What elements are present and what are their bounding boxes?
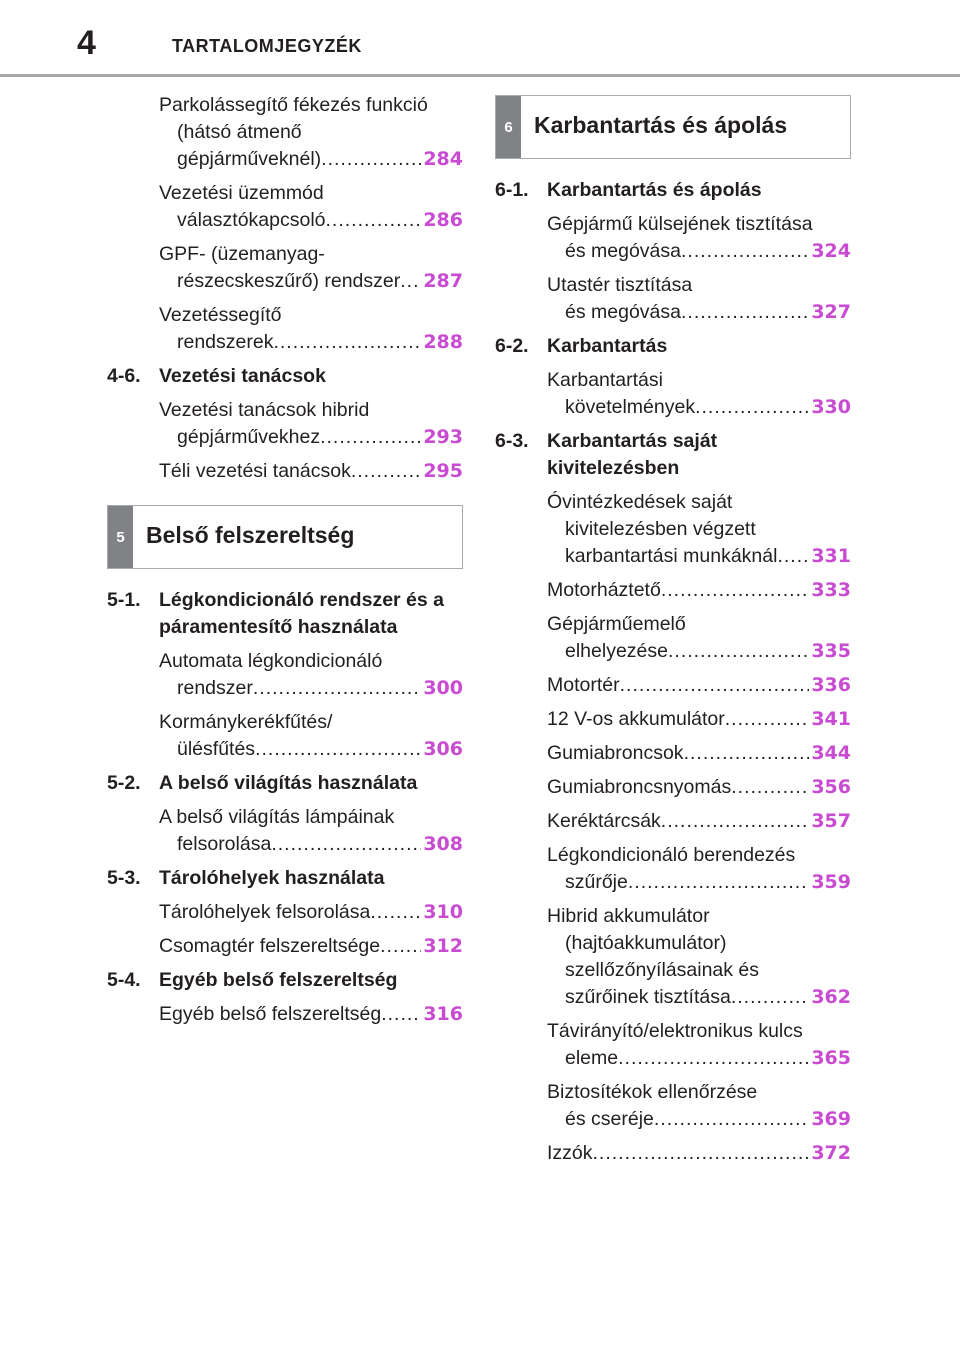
toc-entry-line: Óvintézkedések saját (547, 491, 733, 513)
dot-leader (400, 268, 421, 295)
page-reference-link[interactable]: 330 (811, 396, 851, 418)
toc-entry-title: ülésfűtés (177, 738, 256, 760)
dot-leader (326, 207, 422, 234)
toc-entry-title: szűrője (565, 871, 628, 893)
toc-entry-leader-line (159, 1001, 463, 1028)
toc-entry-leader-line (159, 899, 463, 926)
page-reference-link[interactable]: 310 (423, 901, 463, 923)
page-reference-link[interactable]: 359 (811, 871, 851, 893)
toc-entry-title: gépjárműveknél) (177, 148, 322, 170)
toc-group (107, 648, 463, 763)
dot-leader (321, 146, 421, 173)
toc-entry-leader-line (159, 424, 463, 451)
dot-leader (253, 675, 421, 702)
section-title: Karbantartás (547, 335, 668, 357)
toc-entry[interactable] (107, 648, 463, 702)
toc-entry[interactable] (495, 611, 851, 665)
toc-entry-leader-line (547, 577, 851, 604)
toc-entry[interactable] (107, 933, 463, 960)
page-reference-link[interactable]: 336 (811, 674, 851, 696)
section-heading[interactable] (107, 865, 463, 892)
page-reference-link[interactable]: 327 (811, 301, 851, 323)
toc-entry-line: Automata légkondicionáló (159, 650, 383, 672)
toc-entry[interactable] (495, 1079, 851, 1133)
toc-entry-leader-line (159, 831, 463, 858)
toc-entry-title: választókapcsoló (177, 209, 326, 231)
section-heading[interactable] (107, 967, 463, 994)
toc-entry-title: Keréktárcsák (547, 810, 661, 832)
dot-leader (618, 1045, 809, 1072)
toc-entry-leader-line (547, 1140, 851, 1167)
toc-entry-line: Légkondicionáló berendezés (547, 844, 796, 866)
toc-entry-title: Gumiabroncsok (547, 742, 684, 764)
toc-entry-title: Motorháztető (547, 579, 661, 601)
page-reference-link[interactable]: 300 (423, 677, 463, 699)
section-number: 6-1. (495, 179, 529, 201)
dot-leader (661, 577, 809, 604)
toc-entry-title: követelmények (565, 396, 696, 418)
toc-entry-leader-line (547, 740, 851, 767)
toc-entry-line: Gépjárműemelő (547, 613, 686, 635)
toc-entry[interactable] (495, 367, 851, 421)
right-column (495, 92, 851, 1174)
toc-entry-leader-line (159, 736, 463, 763)
toc-entry-leader-line (547, 984, 851, 1011)
toc-entry-line: Vezetési tanácsok hibrid (159, 399, 370, 421)
toc-entry-leader-line (159, 207, 463, 234)
toc-entry-line: GPF- (üzemanyag- (159, 243, 325, 265)
page-reference-link[interactable]: 365 (811, 1047, 851, 1069)
toc-entry-leader-line (159, 933, 463, 960)
toc-entry-title: Téli vezetési tanácsok (159, 460, 351, 482)
toc-entry-title: gépjárművekhez (177, 426, 321, 448)
toc-entry[interactable] (107, 241, 463, 295)
toc-group (107, 1001, 463, 1028)
toc-entry-title: Egyéb belső felszereltség (159, 1003, 382, 1025)
section-number: 6-3. (495, 430, 529, 452)
toc-entry-line: Vezetési üzemmód (159, 182, 324, 204)
toc-entry-leader-line (547, 869, 851, 896)
section-heading[interactable] (107, 770, 463, 797)
toc-entry-title: rendszer (177, 677, 253, 699)
toc-entry[interactable] (495, 706, 851, 733)
toc-entry-leader-line (547, 238, 851, 265)
dot-leader (684, 740, 809, 767)
section-number: 5-3. (107, 867, 141, 889)
toc-entry-title: és megóvása (565, 240, 681, 262)
page-reference-link[interactable]: 293 (423, 426, 463, 448)
toc-entry-title: karbantartási munkáknál (565, 545, 778, 567)
toc-entry-line: Hibrid akkumulátor (547, 905, 710, 927)
toc-entry-leader-line (547, 394, 851, 421)
toc-group (107, 899, 463, 960)
section-heading[interactable] (107, 587, 463, 641)
toc-entry-leader-line (547, 1045, 851, 1072)
toc-entry[interactable] (495, 1018, 851, 1072)
page-reference-link[interactable]: 284 (423, 148, 463, 170)
dot-leader (351, 458, 421, 485)
page-reference-link[interactable]: 362 (811, 986, 851, 1008)
chapter-title: Karbantartás és ápolás (534, 112, 788, 138)
dot-leader (381, 1001, 421, 1028)
page-header (0, 0, 960, 80)
dot-leader (320, 424, 421, 451)
dot-leader (725, 706, 809, 733)
toc-group (107, 397, 463, 485)
section-title: Karbantartás saját kivitelezésben (547, 430, 718, 479)
toc-entry-title: Csomagtér felszereltsége (159, 935, 381, 957)
toc-entry-line: (hajtóakkumulátor) (565, 932, 727, 954)
toc-group (495, 367, 851, 421)
toc-entry-title: Motortér (547, 674, 620, 696)
toc-entry-line: Távirányító/elektronikus kulcs (547, 1020, 803, 1042)
toc-entry[interactable] (107, 1001, 463, 1028)
toc-entry-leader-line (159, 268, 463, 295)
page-number: 4 (77, 24, 96, 62)
toc-entry-line: Parkolássegítő fékezés funkció (159, 94, 428, 116)
toc-entry[interactable] (107, 397, 463, 451)
toc-entry-title: eleme (565, 1047, 619, 1069)
dot-leader (593, 1140, 809, 1167)
toc-entry[interactable] (495, 577, 851, 604)
toc-entry-line: Karbantartási (547, 369, 663, 391)
toc-entry-title: és cseréje (565, 1108, 654, 1130)
left-column (107, 92, 463, 1035)
toc-entry-line: Vezetéssegítő (159, 304, 282, 326)
section-title: Egyéb belső felszereltség (159, 969, 398, 991)
dot-leader (695, 394, 809, 421)
toc-entry-leader-line (547, 1106, 851, 1133)
page-reference-link[interactable]: 356 (811, 776, 851, 798)
page-reference-link[interactable]: 369 (811, 1108, 851, 1130)
section-number: 4-6. (107, 365, 141, 387)
page-reference-link[interactable]: 341 (811, 708, 851, 730)
toc-entry-title: 12 V-os akkumulátor (547, 708, 725, 730)
toc-entry-title: rendszerek (177, 331, 274, 353)
toc-entry-title: felsorolása (177, 833, 272, 855)
toc-entry[interactable] (107, 180, 463, 234)
toc-group (495, 211, 851, 326)
toc-entry[interactable] (107, 899, 463, 926)
section-heading[interactable] (107, 363, 463, 390)
toc-entry-line: Gépjármű külsejének tisztítása (547, 213, 813, 235)
page-reference-link[interactable]: 335 (811, 640, 851, 662)
section-title: Tárolóhelyek használata (159, 867, 385, 889)
page-reference-link[interactable]: 308 (423, 833, 463, 855)
toc-entry-leader-line (159, 675, 463, 702)
toc-entry[interactable] (495, 672, 851, 699)
section-heading[interactable] (495, 428, 851, 482)
chapter-title: Belső felszereltség (146, 522, 355, 548)
toc-entry-leader-line (159, 458, 463, 485)
toc-entry[interactable] (107, 709, 463, 763)
page-reference-link[interactable]: 316 (423, 1003, 463, 1025)
section-number: 5-1. (107, 589, 141, 611)
toc-entry-line: Biztosítékok ellenőrzése (547, 1081, 758, 1103)
toc-entry[interactable] (107, 458, 463, 485)
toc-entry-leader-line (547, 672, 851, 699)
chapter-box[interactable] (107, 505, 463, 569)
toc-entry[interactable] (107, 804, 463, 858)
section-title: Karbantartás és ápolás (547, 179, 762, 201)
page-reference-link[interactable]: 306 (423, 738, 463, 760)
toc-entry-leader-line (547, 774, 851, 801)
dot-leader (380, 933, 421, 960)
toc-entry-title: részecskeszűrő) rendszer (177, 270, 401, 292)
section-number: 6-2. (495, 335, 529, 357)
dot-leader (668, 638, 809, 665)
toc-entry-title: Gumiabroncsnyomás (547, 776, 732, 798)
toc-entry-line: kivitelezésben végzett (565, 518, 756, 540)
toc-group (107, 804, 463, 858)
dot-leader (271, 831, 421, 858)
toc-entry-line: (hátsó átmenő (177, 121, 302, 143)
toc-group (495, 489, 851, 1167)
section-heading[interactable] (495, 333, 851, 360)
dot-leader (681, 299, 809, 326)
page-reference-link[interactable]: 357 (811, 810, 851, 832)
toc-entry-leader-line (547, 808, 851, 835)
toc-entry-line: A belső világítás lámpáinak (159, 806, 395, 828)
toc-entry[interactable] (107, 92, 463, 173)
toc-entry-line: Utastér tisztítása (547, 274, 693, 296)
dot-leader (255, 736, 421, 763)
page-reference-link[interactable]: 287 (423, 270, 463, 292)
toc-entry-leader-line (159, 329, 463, 356)
toc-entry-title: Tárolóhelyek felsorolása (159, 901, 371, 923)
toc-entry-title: és megóvása (565, 301, 681, 323)
toc-entry-leader-line (547, 706, 851, 733)
toc-entry-leader-line (159, 146, 463, 173)
dot-leader (777, 543, 809, 570)
toc-entry[interactable] (495, 489, 851, 570)
dot-leader (654, 1106, 809, 1133)
section-heading[interactable] (495, 177, 851, 204)
toc-entry-line: szellőzőnyílásainak és (565, 959, 760, 981)
page-reference-link[interactable]: 312 (423, 935, 463, 957)
toc-entry-line: Kormánykerékfűtés/ (159, 711, 333, 733)
toc-entry[interactable] (495, 272, 851, 326)
section-number: 5-4. (107, 969, 141, 991)
page-reference-link[interactable]: 295 (423, 460, 463, 482)
toc-group (107, 92, 463, 356)
dot-leader (273, 329, 421, 356)
chapter-tab: 6 (496, 96, 521, 158)
dot-leader (620, 672, 809, 699)
toc-entry[interactable] (107, 302, 463, 356)
page-reference-link[interactable]: 324 (811, 240, 851, 262)
section-title: A belső világítás használata (159, 772, 418, 794)
toc-entry[interactable] (495, 740, 851, 767)
page-reference-link[interactable]: 286 (423, 209, 463, 231)
toc-entry-leader-line (547, 638, 851, 665)
toc-entry[interactable] (495, 774, 851, 801)
toc-entry[interactable] (495, 903, 851, 1011)
page-reference-link[interactable]: 333 (811, 579, 851, 601)
page-title: TARTALOMJEGYZÉK (172, 36, 362, 56)
toc-entry[interactable] (495, 1140, 851, 1167)
toc-entry[interactable] (495, 808, 851, 835)
page-reference-link[interactable]: 288 (423, 331, 463, 353)
dot-leader (731, 774, 809, 801)
toc-entry[interactable] (495, 842, 851, 896)
section-title: Vezetési tanácsok (159, 365, 326, 387)
page-reference-link[interactable]: 331 (811, 545, 851, 567)
toc-entry-title: Izzók (547, 1142, 593, 1164)
section-title: Légkondicionáló rendszer és a páramentesítő használata (159, 589, 444, 638)
section-number: 5-2. (107, 772, 141, 794)
dot-leader (628, 869, 809, 896)
toc-entry[interactable] (495, 211, 851, 265)
dot-leader (661, 808, 809, 835)
toc-entry-title: szűrőinek tisztítása (565, 986, 731, 1008)
page-reference-link[interactable]: 372 (811, 1142, 851, 1164)
toc-entry-title: elhelyezése (565, 640, 668, 662)
dot-leader (370, 899, 421, 926)
chapter-box[interactable] (495, 95, 851, 159)
toc-entry-leader-line (547, 543, 851, 570)
chapter-tab: 5 (108, 506, 133, 568)
page-reference-link[interactable]: 344 (811, 742, 851, 764)
toc-entry-leader-line (547, 299, 851, 326)
dot-leader (731, 984, 809, 1011)
dot-leader (681, 238, 809, 265)
header-divider (0, 74, 960, 77)
